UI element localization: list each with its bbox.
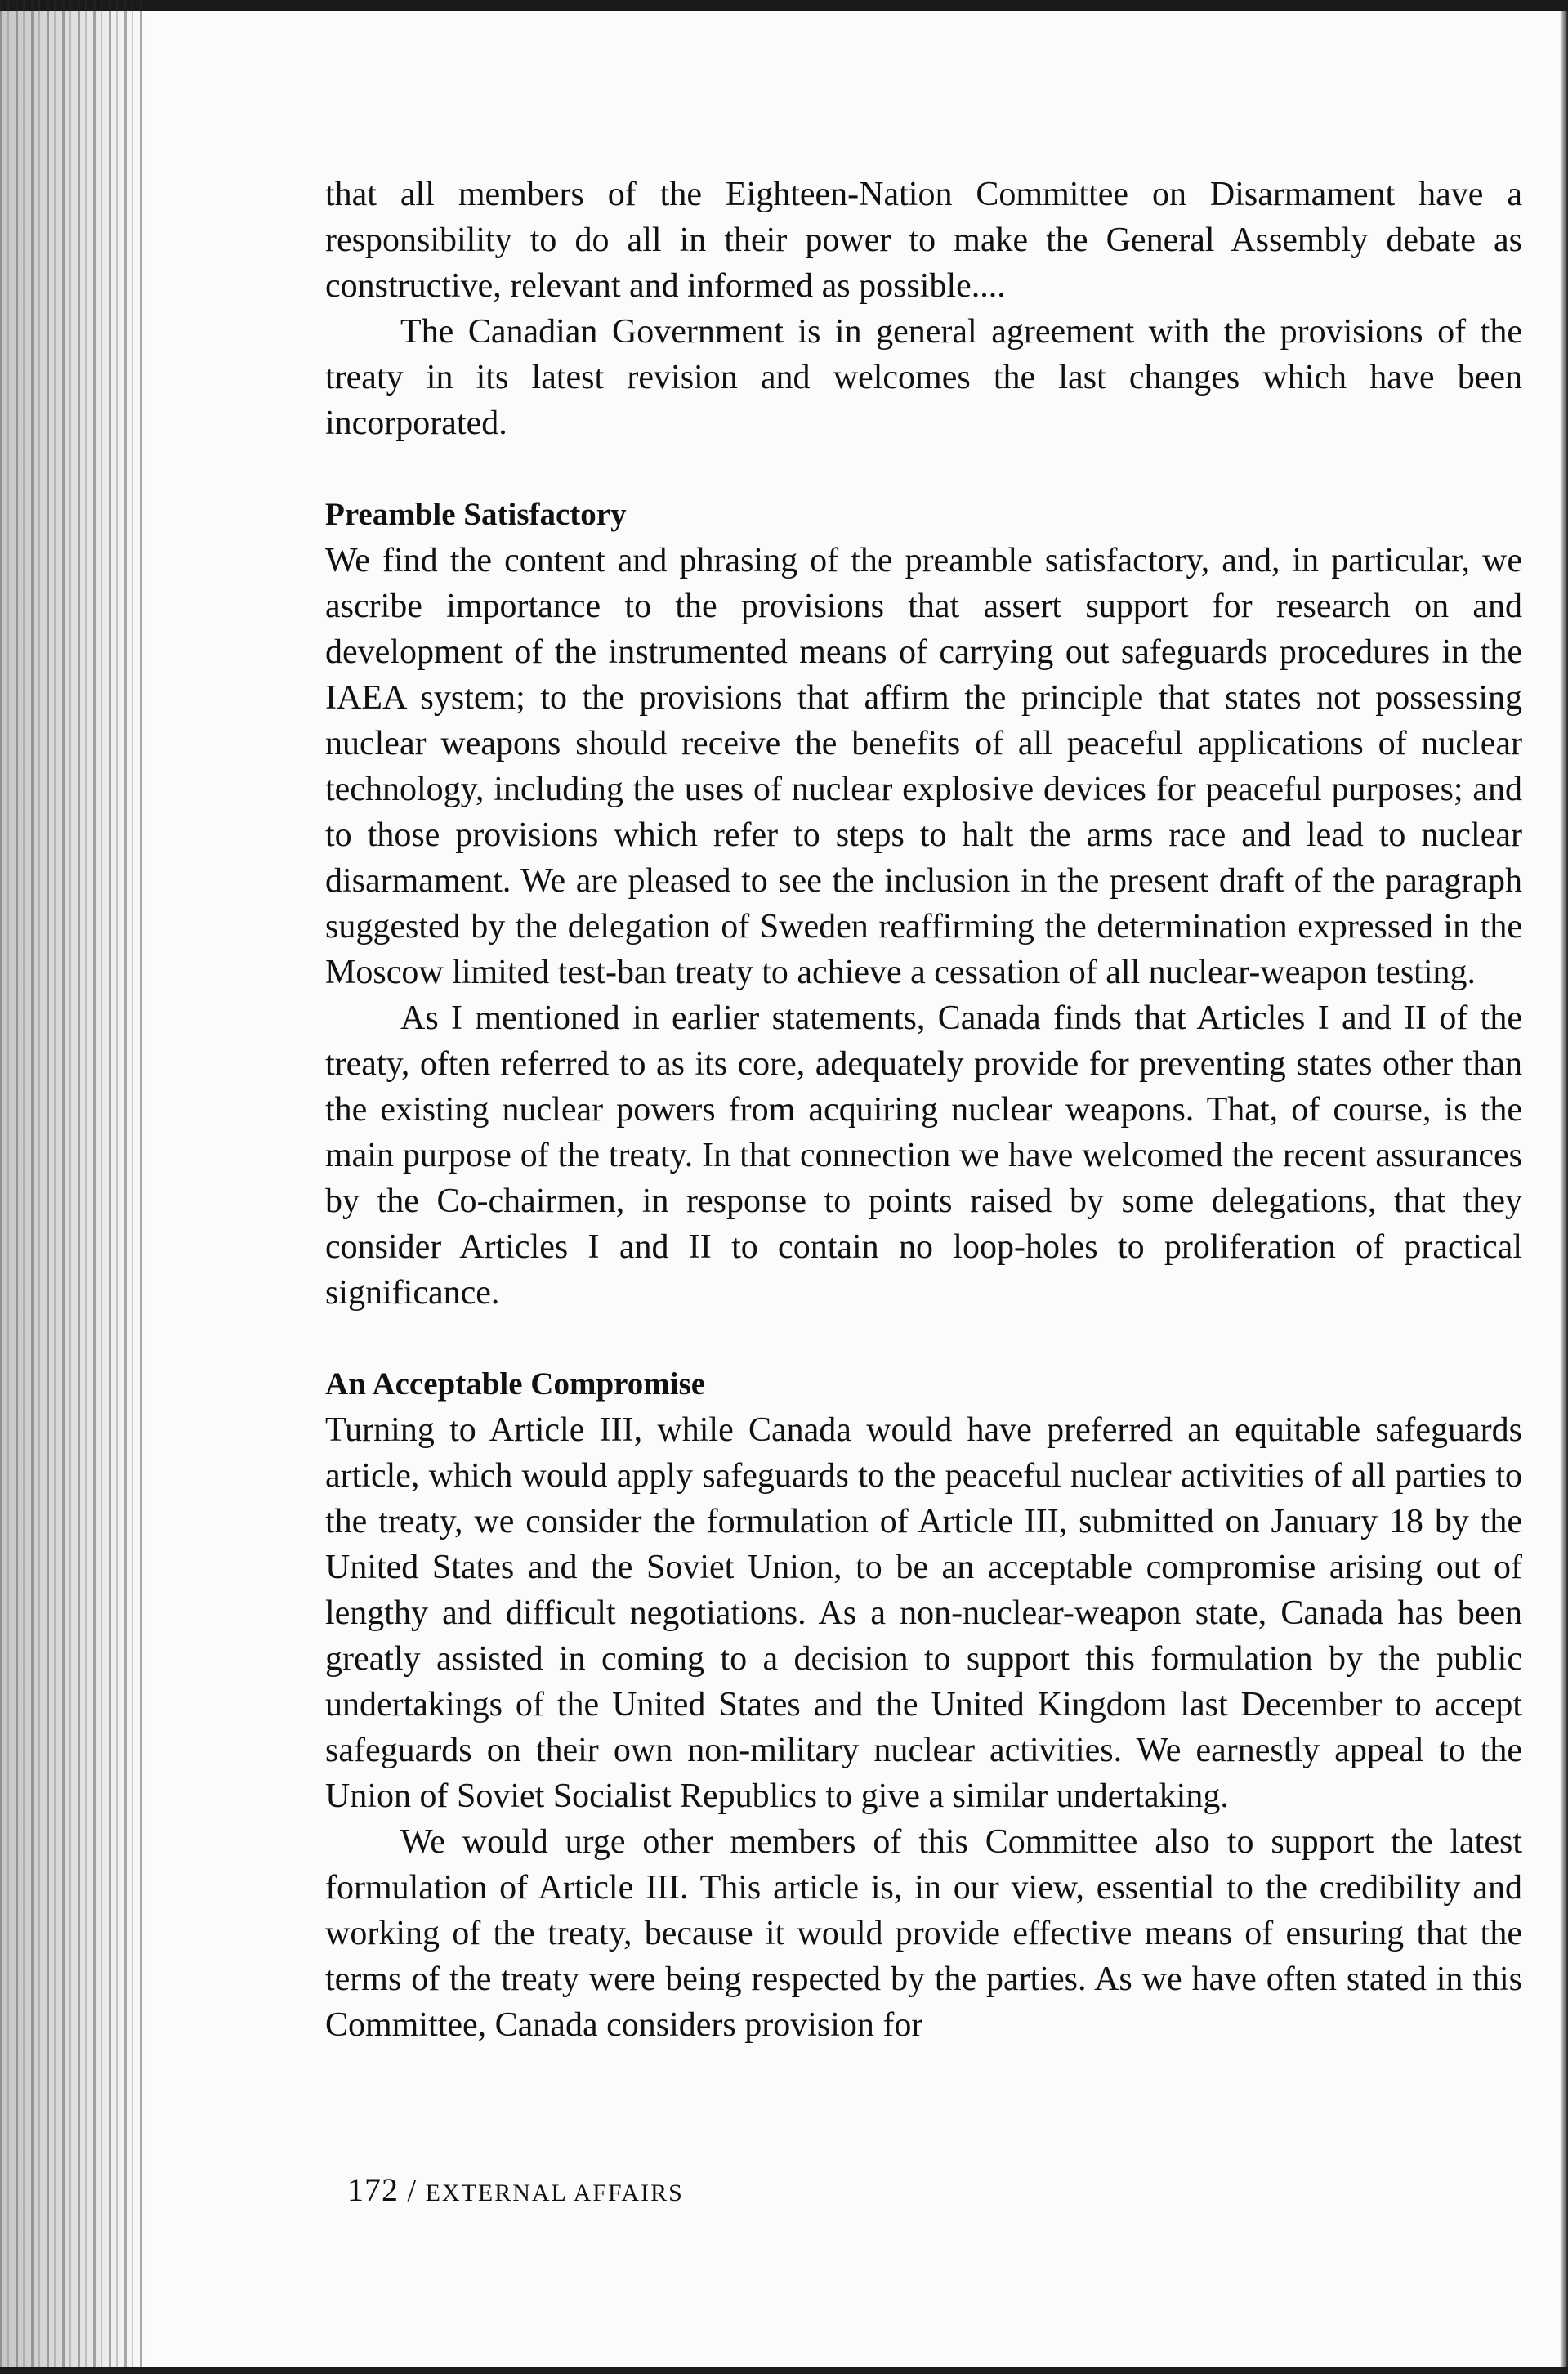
section-heading-compromise: An Acceptable Compromise [325,1366,706,1402]
page-footer [347,2167,684,2216]
paragraph-canadian-agreement: The Canadian Government is in general agreement with the provisions of the treaty in its latest revision and welcomes the last changes which have been incorporated. [325,313,1522,442]
page-number: 172 [347,2171,399,2208]
page-body [325,172,1522,2048]
paragraph-article-iii: Turning to Article III, while Canada would have preferred an equitable safeguards article, which would apply safeguards to the peaceful nuclear activities of all parties to the treaty, we consider the formulation of Article III, submitted on January 18 by the United States and the Soviet Union, to be an acceptable compromise arising out of lengthy and difficult negotiations. As a non-nuclear-weapon state, Canada has been greatly assisted in coming to a decision to support this formulation by the public undertakings of the United States and the United Kingdom last December to accept safeguards on their own non-military nuclear activities. We earnestly appeal to the Union of Soviet Socialist Republics to give a similar undertaking. [325,1411,1522,1815]
section-spacer [325,446,1522,492]
book-gutter [0,0,147,2374]
scan-bottom-edge [0,2367,1568,2374]
paragraph-articles-i-ii: As I mentioned in earlier statements, Canada finds that Articles I and II of the treaty, often referred to as its core, adequately provide for preventing states other than the existing nuclear powers from acquiring nuclear weapons. That, of course, is the main purpose of the treaty. In that connection we have welcomed the recent assurances by the Co-chairmen, in response to points raised by some delegations, that they consider Articles I and II to contain no loop-holes to proliferation of practical significance. [325,999,1522,1312]
publication-title: EXTERNAL AFFAIRS [425,2180,684,2206]
paragraph-urge-support: We would urge other members of this Committee also to support the latest formulation of Article III. This article is, in our view, essential to the credibility and working of the treaty, because it would provide effective means of ensuring that the terms of the treaty were being respected by the parties. As we have often stated in this Committee, Canada considers provision for [325,1823,1522,2044]
scan-top-edge [0,0,1568,11]
section-spacer [325,1316,1522,1361]
folio-separator: / [407,2174,418,2208]
section-heading-preamble: Preamble Satisfactory [325,497,627,532]
scan-right-edge [1560,0,1568,2374]
paragraph-continuation: that all members of the Eighteen-Nation Committee on Disarmament have a responsibility to do all in their power to make the General Assembly debate as constructive, relevant and informed as possible.... [325,176,1522,305]
paragraph-preamble: We find the content and phrasing of the preamble satisfactory, and, in particular, we ascribe importance to the provisions that assert support for research on and development of the instrumented means of carrying out safeguards procedures in the IAEA system; to the provisions that affirm the principle that states not possessing nuclear weapons should receive the benefits of all peaceful applications of nuclear technology, including the uses of nuclear explosive devices for peaceful purposes; and to those provisions which refer to steps to halt the arms race and lead to nuclear disarmament. We are pleased to see the inclusion in the present draft of the paragraph suggested by the delegation of Sweden reaffirming the determination expressed in the Moscow limited test-ban treaty to achieve a cessation of all nuclear-weapon testing. [325,542,1522,991]
